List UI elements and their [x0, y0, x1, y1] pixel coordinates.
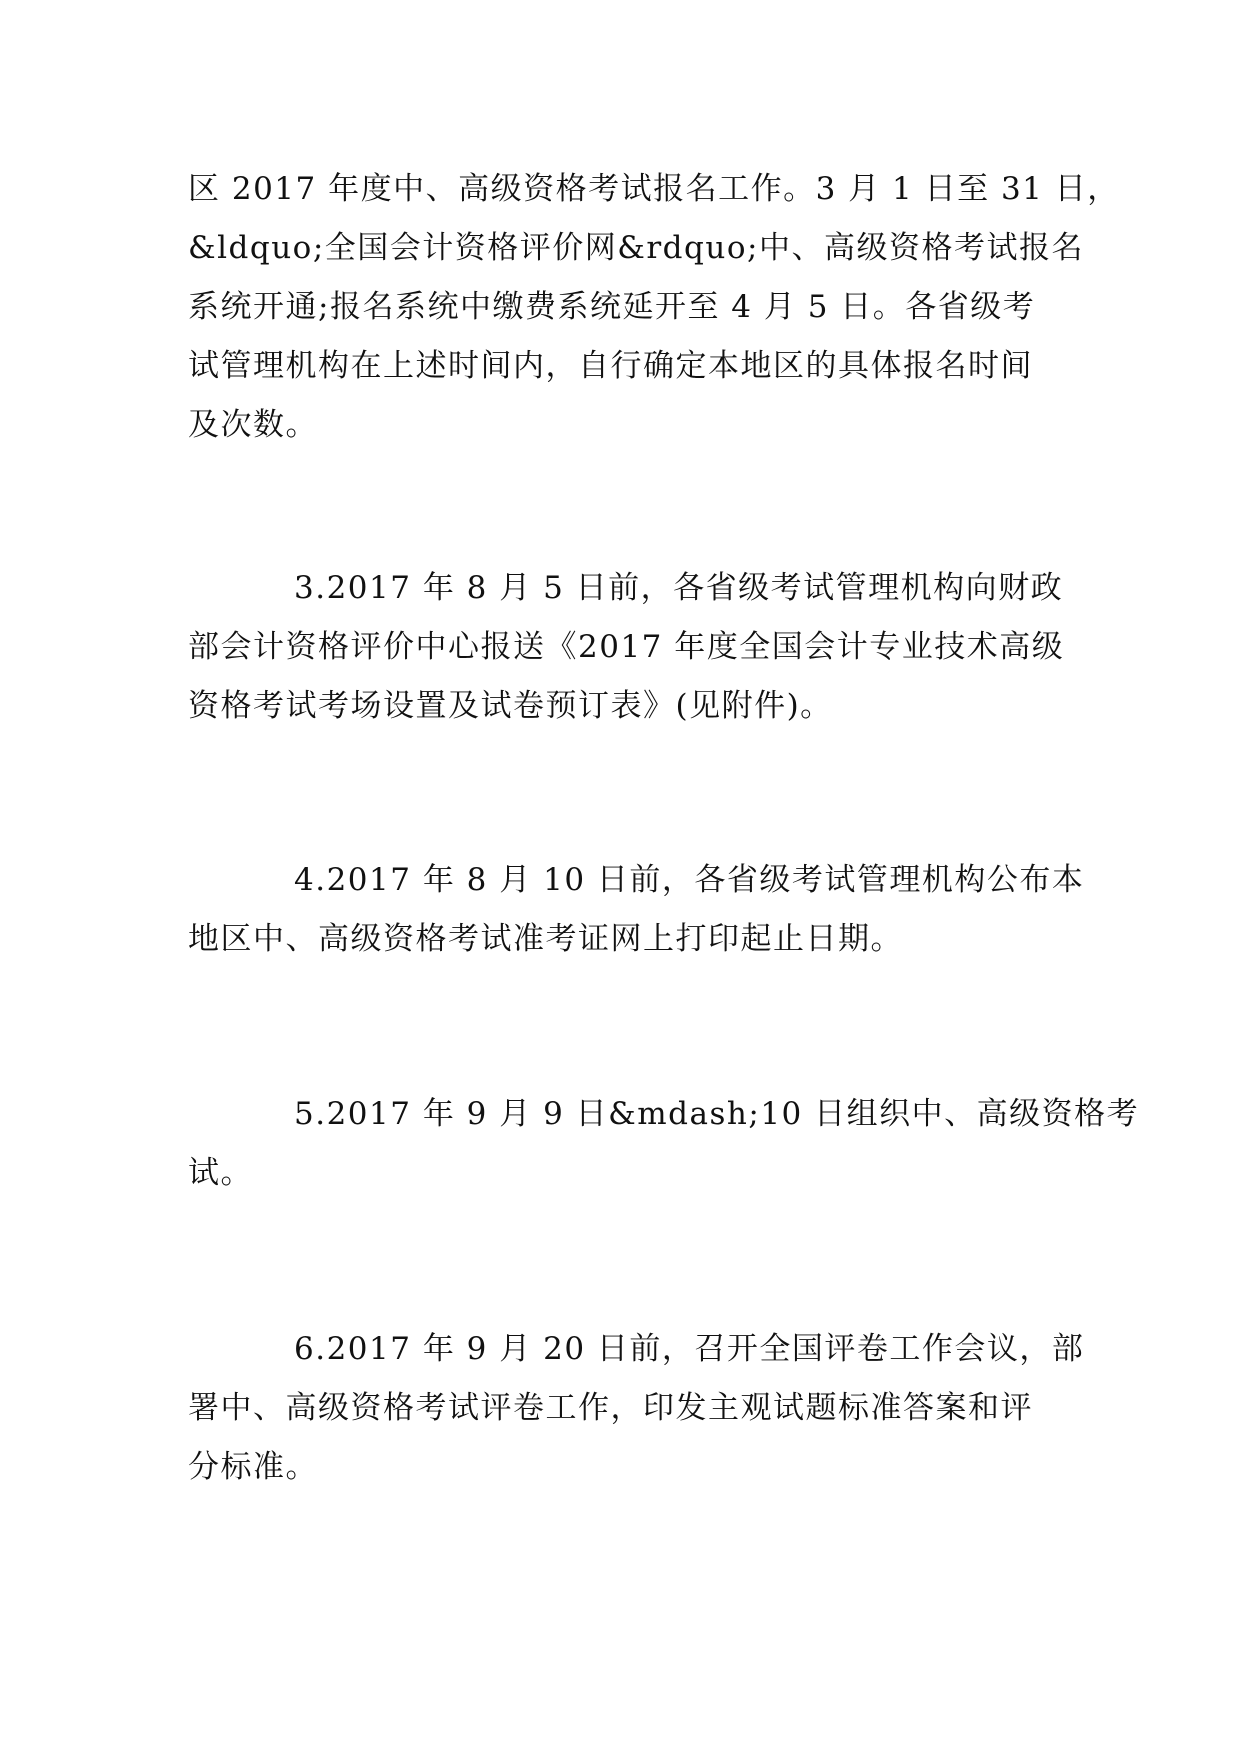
text-line: 资格考试考场设置及试卷预订表》(见附件)。: [188, 688, 833, 724]
text-line: 及次数。: [188, 407, 318, 443]
text-line: 5.2017 年 9 月 9 日&mdash;10 日组织中、高级资格考: [294, 1096, 1140, 1132]
text-line: 4.2017 年 8 月 10 日前，各省级考试管理机构公布本: [294, 862, 1085, 898]
paragraph-item-6: [188, 1320, 1085, 1497]
text-line: 试管理机构在上述时间内，自行确定本地区的具体报名时间: [188, 348, 1033, 384]
paragraph-registration: [188, 160, 1120, 455]
text-line: 部会计资格评价中心报送《2017 年度全国会计专业技术高级: [188, 629, 1065, 665]
text-line: 系统开通;报名系统中缴费系统延开至 4 月 5 日。各省级考: [188, 289, 1036, 325]
paragraph-item-3: [188, 559, 1065, 736]
text-line: &ldquo;全国会计资格评价网&rdquo;中、高级资格考试报名: [188, 230, 1084, 266]
text-line: 署中、高级资格考试评卷工作，印发主观试题标准答案和评: [188, 1390, 1033, 1426]
text-line: 分标准。: [188, 1449, 318, 1485]
paragraph-item-4: [188, 851, 1085, 969]
text-line: 地区中、高级资格考试准考证网上打印起止日期。: [188, 921, 903, 957]
text-line: 试。: [188, 1155, 253, 1191]
text-line: 3.2017 年 8 月 5 日前，各省级考试管理机构向财政: [294, 570, 1064, 606]
paragraph-item-5: [188, 1085, 1140, 1203]
text-line: 区 2017 年度中、高级资格考试报名工作。3 月 1 日至 31 日，: [188, 171, 1120, 207]
text-line: 6.2017 年 9 月 20 日前，召开全国评卷工作会议，部: [294, 1331, 1085, 1367]
